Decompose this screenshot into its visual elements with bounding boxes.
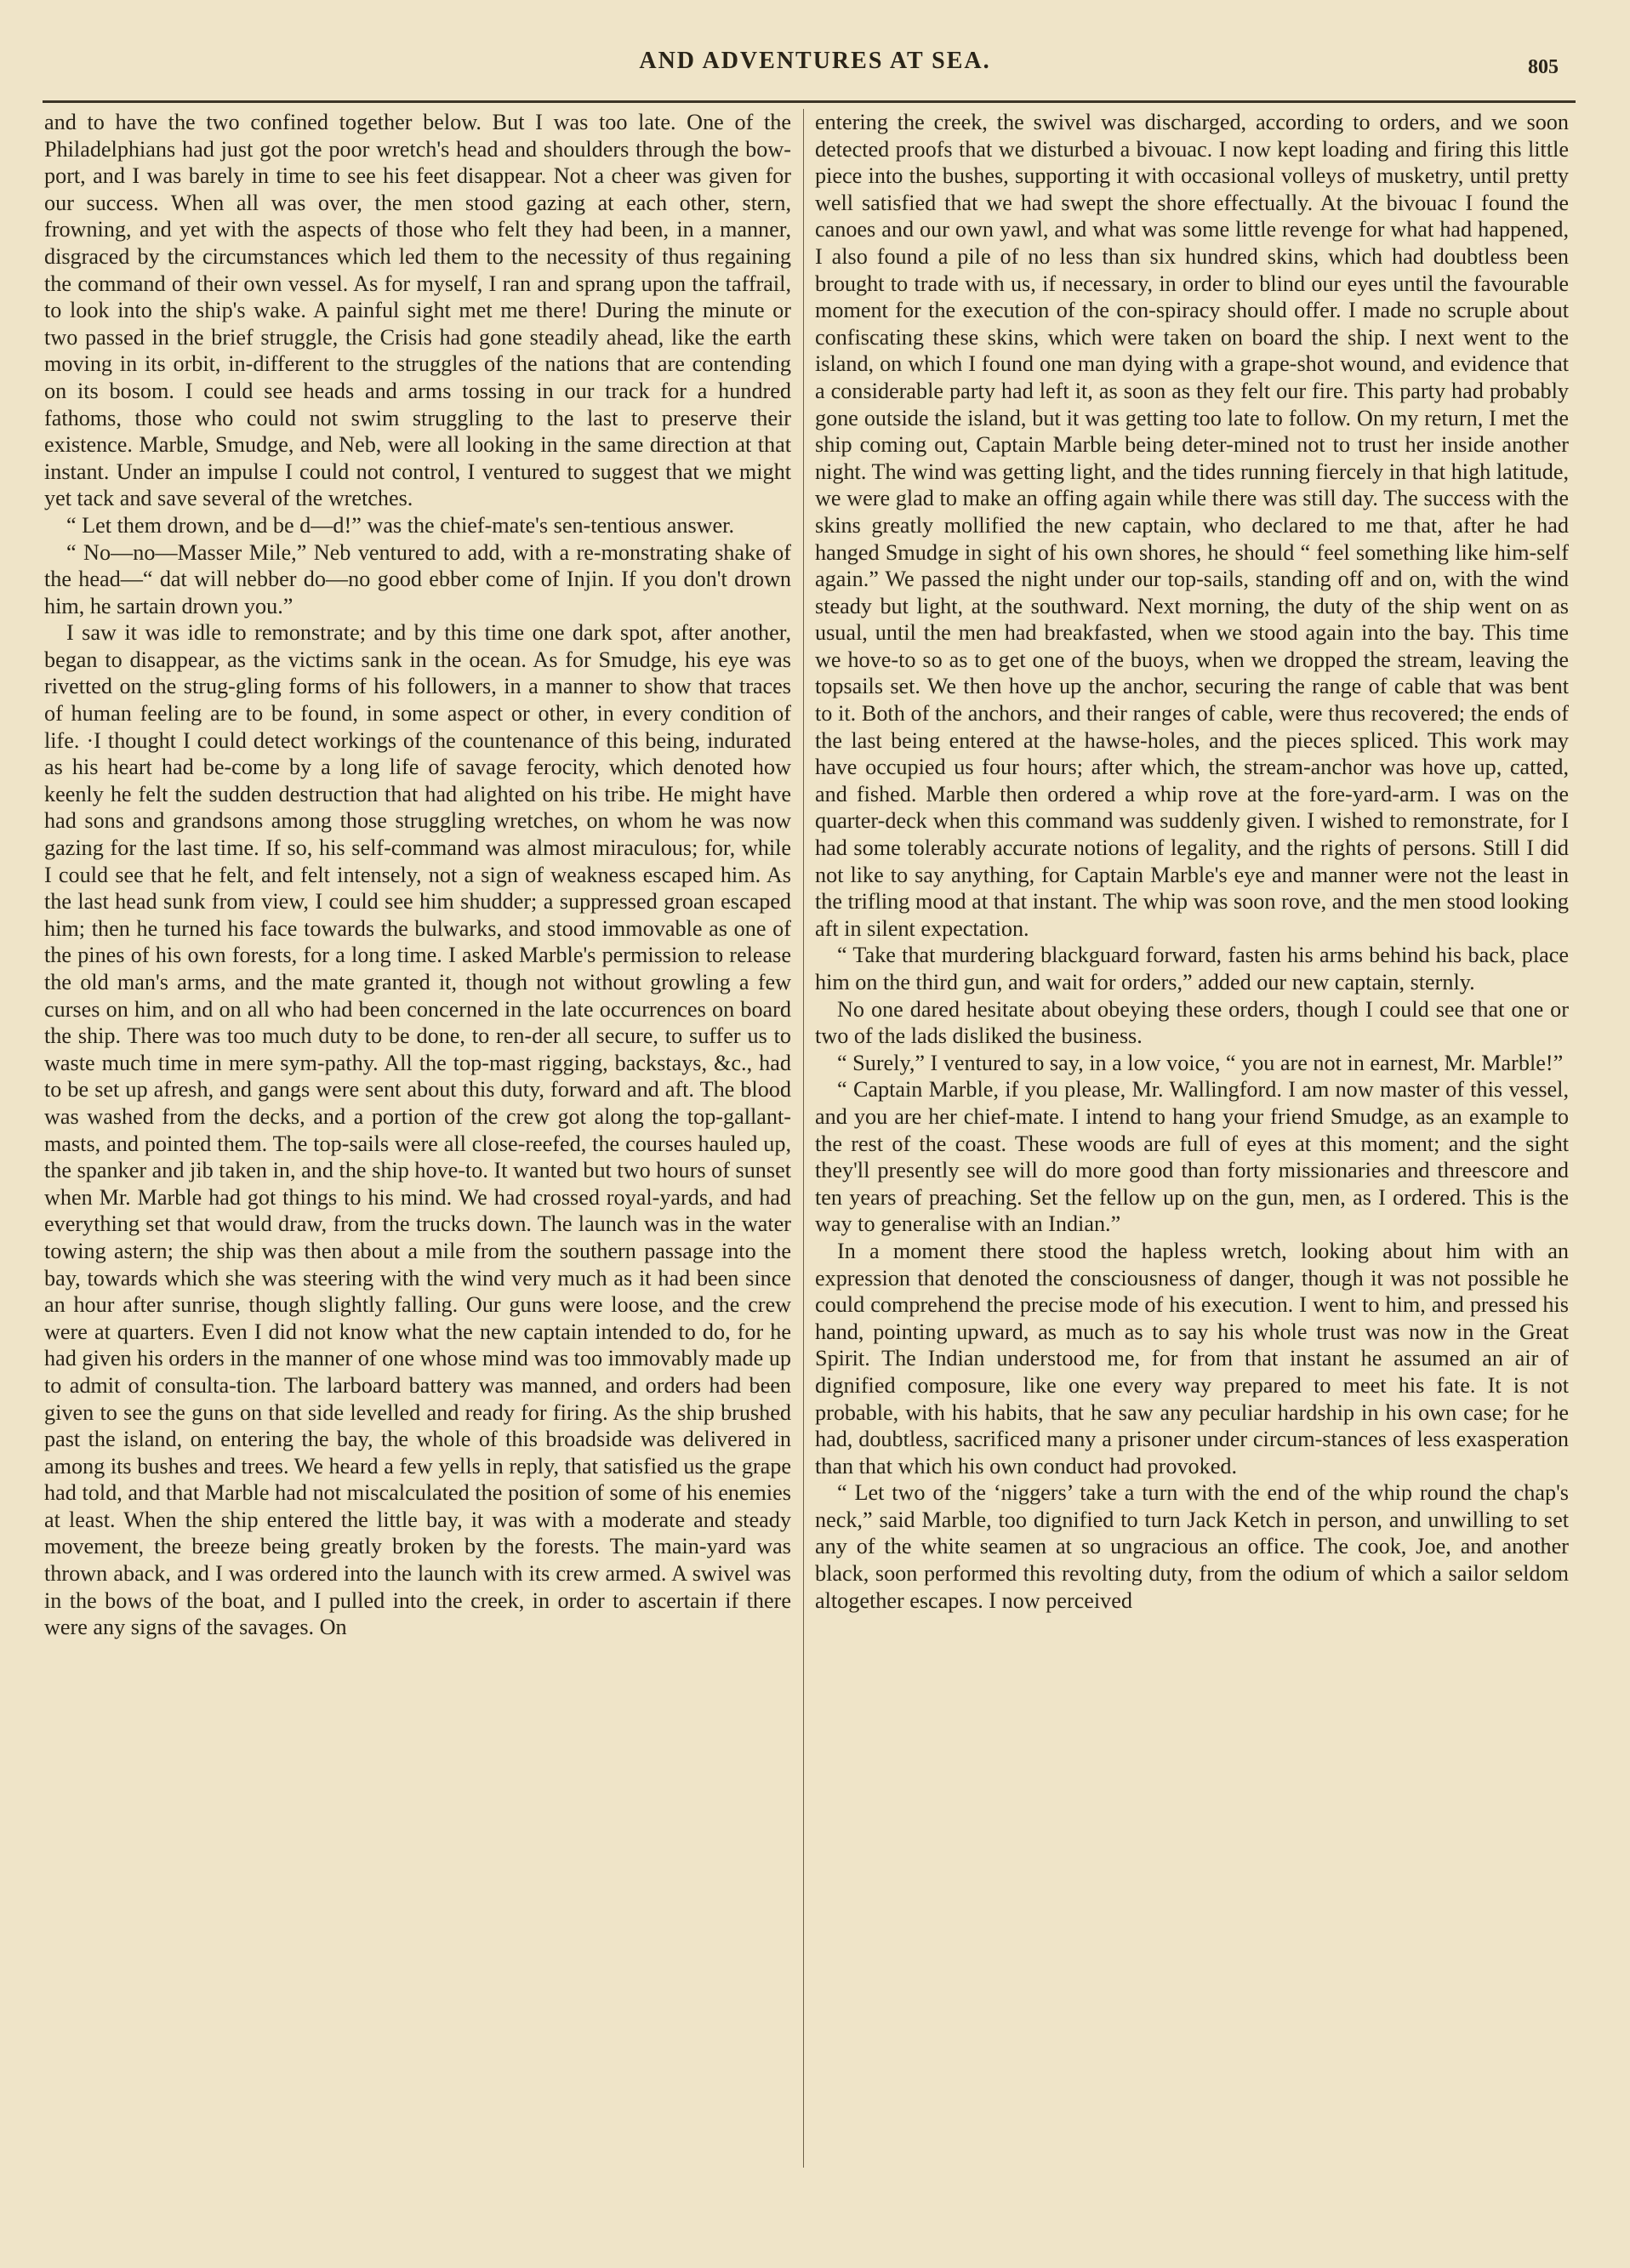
paragraph: “ Surely,” I ventured to say, in a low voice, “ you are not in earnest, Mr. Marble!”: [837, 1050, 1564, 1075]
column-divider: [803, 109, 804, 2168]
running-title: AND ADVENTURES AT SEA.: [639, 48, 991, 74]
paragraph: “ Captain Marble, if you please, Mr. Wallingford. I am now master of this vessel, and you are her chief-mate. I intend to hang your friend Smudge, as an example to the rest of the coast. These woods are full of eyes at this moment; and the sight they'll presently see will do more good than forty missionaries and threescore and ten years of preaching. Set the fellow up on the gun, men, as I ordered. This is the way to generalise with an Indian.”: [815, 1077, 1569, 1237]
paragraph: “ Take that murdering blackguard forward, fasten his arms behind his back, place him on the third gun, and wait for orders,” added our new captain, sternly.: [815, 943, 1569, 994]
right-column: [815, 109, 1569, 2151]
paragraph: “ Let two of the ‘niggers’ take a turn with the end of the whip round the chap's neck,” said Marble, too dignified to turn Jack Ketch in person, and unwilling to set any of the white seamen at so ungracious an office. The cook, Joe, and another black, soon performed this revolting duty, from the odium of which a sailor seldom altogether escapes. I now perceived: [815, 1480, 1569, 1613]
header-rule: [43, 100, 1576, 103]
paragraph: In a moment there stood the hapless wretch, looking about him with an expression that denoted the consciousness of danger, though it was not possible he could comprehend the precise mode of his execution. I went to him, and pressed his hand, pointing upward, as much as to say his whole trust was now in the Great Spirit. The Indian understood me, for from that instant he assumed an air of dignified composure, like one every way prepared to meet his fate. It is not probable, with his habits, that he saw any peculiar hardship in his own case; for he had, doubtless, sacrificed many a prisoner under circum-stances of less exasperation than that which his own conduct had provoked.: [815, 1238, 1569, 1479]
paragraph: “ No—no—Masser Mile,” Neb ventured to add, with a re-monstrating shake of the head—“ dat will nebber do—no good ebber come of Injin. If you don't drown him, he sartain drown you.”: [44, 539, 791, 618]
paragraph: No one dared hesitate about obeying these orders, though I could see that one or two of the lads disliked the business.: [815, 996, 1569, 1049]
paragraph: “ Let them drown, and be d—d!” was the chief-mate's sen-tentious answer.: [66, 512, 734, 538]
paragraph: entering the creek, the swivel was discharged, according to orders, and we soon detected proofs that we disturbed a bivouac. I now kept loading and firing this little piece into the bushes, supporting it with occasional volleys of musketry, until pretty well satisfied that we had swept the shore effectually. At the bivouac I found the canoes and our own yawl, and what was some little revenge for what had happened, I also found a pile of no less than six hundred skins, which had doubtless been brought to trade with us, if necessary, in order to blind our eyes until the favourable moment for the execution of the con-spiracy should offer. I made no scruple about confiscating these skins, which were taken on board the ship. I next went to the island, on which I found one man dying with a grape-shot wound, and evidence that a considerable party had left it, as soon as they felt our fire. This party had probably gone outside the island, but it was getting too late to follow. On my return, I met the ship coming out, Captain Marble being deter-mined not to trust her inside another night. The wind was getting light, and the tides running fiercely in that high latitude, we were glad to make an offing again while there was still day. The success with the skins greatly mollified the new captain, who declared to me that, after he had hanged Smudge in sight of his own shores, he should “ feel something like him-self again.” We passed the night under our top-sails, standing off and on, with the wind steady but light, at the southward. Next morning, the duty of the ship went on as usual, until the men had breakfasted, when we stood again into the bay. This time we hove-to so as to get one of the buoys, when we dropped the stream, leaving the topsails set. We then hove up the anchor, securing the range of cable that was bent to it. Both of the anchors, and their ranges of cable, were thus recovered; the ends of the last being entered at the hawse-holes, and the pieces spliced. This work may have occupied us four hours; after which, the stream-anchor was hove up, catted, and fished. Marble then ordered a whip rove at the fore-yard-arm. I was on the quarter-deck when this command was suddenly given. I wished to remonstrate, for I had some tolerably accurate notions of legality, and the rights of persons. Still I did not like to say anything, for Captain Marble's eye and manner were not the least in the trifling mood at that instant. The whip was soon rove, and the men stood looking aft in silent expectation.: [815, 110, 1569, 941]
running-head: [34, 43, 1596, 82]
paragraph: and to have the two confined together below. But I was too late. One of the Philadelphians had just got the poor wretch's head and shoulders through the bow-port, and I was barely in time to see his feet disappear. Not a cheer was given for our success. When all was over, the men stood gazing at each other, stern, frowning, and yet with the aspects of those who felt they had been, in a manner, disgraced by the circumstances which led them to the necessity of thus regaining the command of their own vessel. As for myself, I ran and sprang upon the taffrail, to look into the ship's wake. A painful sight met me there! During the minute or two passed in the brief struggle, the Crisis had gone steadily ahead, like the earth moving in its orbit, in-different to the struggles of the nations that are contending on its bosom. I could see heads and arms tossing in our track for a hundred fathoms, those who could not swim struggling to the last to preserve their existence. Marble, Smudge, and Neb, were all looking in the same direction at that instant. Under an impulse I could not control, I ventured to suggest that we might yet tack and save several of the wretches.: [44, 110, 791, 511]
page-number: 805: [1528, 56, 1559, 78]
paragraph: I saw it was idle to remonstrate; and by this time one dark spot, after another, began to disappear, as the victims sank in the ocean. As for Smudge, his eye was rivetted on the strug-gling forms of his followers, in a manner to show that traces of human feeling are to be found, in some aspect or other, in every condition of life. ·I thought I could detect workings of the countenance of this being, indurated as his heart had be-come by a long life of savage ferocity, which denoted how keenly he felt the sudden destruction that had alighted on his tribe. He might have had sons and grandsons among those struggling wretches, on whom he was now gazing for the last time. If so, his self-command was almost miraculous; for, while I could see that he felt, and felt intensely, not a sign of weakness escaped him. As the last head sunk from view, I could see him shudder; a suppressed groan escaped him; then he turned his face towards the bulwarks, and stood immovable as one of the pines of his own forests, for a long time. I asked Marble's permission to release the old man's arms, and the mate granted it, though not without growling a few curses on him, and on all who had been concerned in the late occurrences on board the ship. There was too much duty to be done, to ren-der all secure, to suffer us to waste much time in mere sym-pathy. All the top-mast rigging, backstays, &c., had to be set up afresh, and gangs were sent about this duty, forward and aft. The blood was washed from the decks, and a portion of the crew got along the top-gallant-masts, and pointed them. The top-sails were all close-reefed, the courses hauled up, the spanker and jib taken in, and the ship hove-to. It wanted but two hours of sunset when Mr. Marble had got things to his mind. We had crossed royal-yards, and had everything set that would draw, from the trucks down. The launch was in the water towing astern; the ship was then about a mile from the southern passage into the bay, towards which she was steering with the wind very much as it had been since an hour after sunrise, though slightly falling. Our guns were loose, and the crew were at quarters. Even I did not know what the new captain intended to do, for he had given his orders in the manner of one whose mind was too immovably made up to admit of consulta-tion. The larboard battery was manned, and orders had been given to see the guns on that side levelled and ready for firing. As the ship brushed past the island, on entering the bay, the whole of this broadside was delivered in among its bushes and trees. We heard a few yells in reply, that satisfied us the grape had told, and that Marble had not miscalculated the position of some of his enemies at least. When the ship entered the little bay, it was with a moderate and steady movement, the breeze being greatly broken by the forests. The main-yard was thrown aback, and I was ordered into the launch with its crew armed. A swivel was in the bows of the boat, and I pulled into the creek, in order to ascertain if there were any signs of the savages. On: [44, 620, 791, 1640]
left-column: [44, 109, 791, 2151]
